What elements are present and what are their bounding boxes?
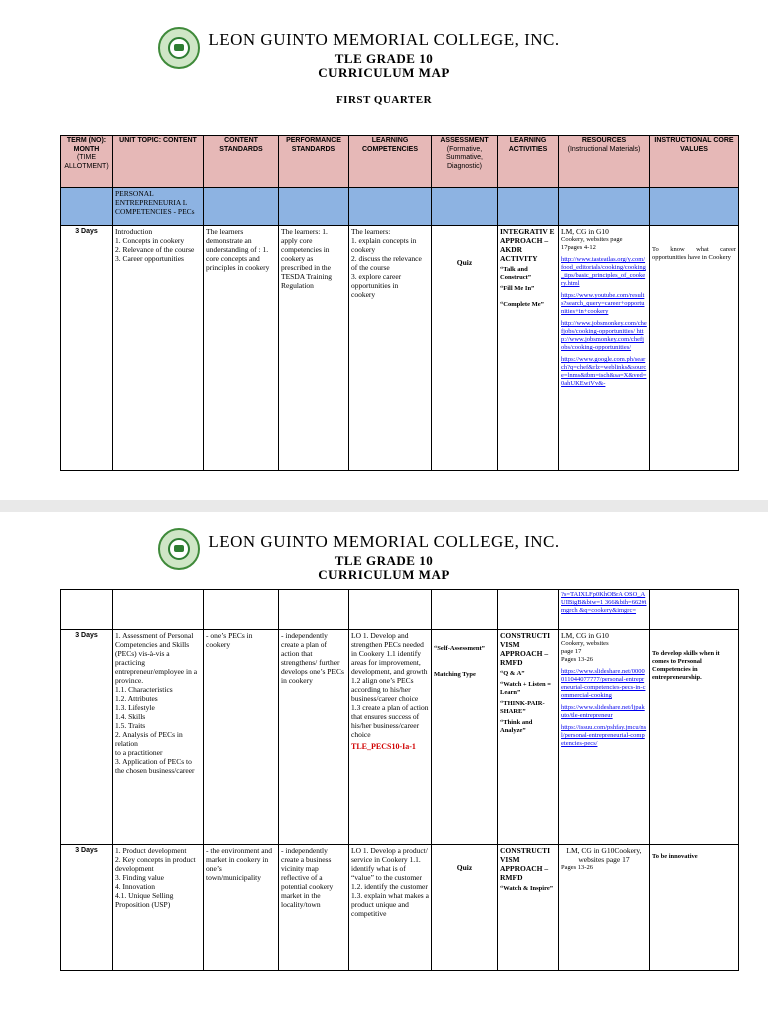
- section-title: PERSONAL ENTREPRENEURIA L COMPETENCIES - PECs: [113, 188, 204, 226]
- quarter-title: FIRST QUARTER: [335, 94, 433, 106]
- row2-unit: 1. Assessment of Personal Competencies and Skills (PECs) vis-à-vis a practicing entrepreneur/employee in a province. 1.1. Characteristics 1.2. Attributes 1.3. Lifestyle 1.4. Skills 1.5. Traits 2. Analysis of PECs in relation to a practitioner 3. Application of PECs to the chosen business/career: [113, 630, 204, 845]
- curriculum-table-1: [60, 135, 739, 471]
- row1-resources: LM, CG in G10 Cookery, websites page 17pages 4-12 http://www.tasteatlas.org/y.com/food_editorials/cooking/cooking_tips/basic_principles_of_cookery.html https://www.youtube.com/results?search_query=career+opportunities+in+cookery http://www.jobsmonkey.com/chefjobs/cooking-opportunities/ http://www.jobsmonkey.com/chefjobs/cooking-opportunities/ https://www.google.com.ph/search?q=chef&rlz=weblinks&source=lnms&tbm=isch&sa=X&ved=0ahUKEwiVv&-: [559, 226, 650, 471]
- row1-assessment: Quiz: [432, 226, 498, 471]
- row1-content-standard: The learners demonstrate an understanding of : 1. core concepts and principles in cookery: [204, 226, 279, 471]
- resource-link[interactable]: ?s=TAIXLFp0KhOBrA OSO_AUIBigB&biw=1 366&bih=662#imgrch &q=cookery&imgrc=: [561, 591, 647, 614]
- resource-link[interactable]: https://www.slideshare.net/0000011044077777/personal-entrepreneurial-competencies-pecs-in-commercial-cooking: [561, 668, 646, 699]
- page-separator: [0, 500, 768, 512]
- row2-competencies: LO 1. Develop and strengthen PECs needed in Cookery 1.1 identify areas for improvement, development, and growth 1.2 align one’s PECs according to his/her business/career choice 1.3 create a plan of action that ensures success of his/her business/career choice TLE_PECS10-Ia-1: [349, 630, 432, 845]
- col-resources: RESOURCES (Instructional Materials): [559, 136, 650, 188]
- row3-core-values: To be innovative: [650, 845, 739, 971]
- continued-link-cell: [559, 590, 650, 630]
- row3-resources: LM, CG in G10Cookery, websites page 17 Pages 13-26: [559, 845, 650, 971]
- col-core-values: INSTRUCTIONAL CORE VALUES: [650, 136, 739, 188]
- row1-activities: INTEGRATIV E APPROACH – AKDR ACTIVITY “Talk and Construct” “Fill Me In” “Complete Me”: [498, 226, 559, 471]
- row3-content-standard: - the environment and market in cookery in one’s town/municipality: [204, 845, 279, 971]
- col-term: TERM (NO): MONTH (TIME ALLOTMENT): [61, 136, 113, 188]
- row2-term: 3 Days: [61, 630, 113, 845]
- college-name: LEON GUINTO MEMORIAL COLLEGE, INC.: [208, 30, 560, 49]
- resource-link[interactable]: http://www.jobsmonkey.com/chefjobs/cooking-opportunities/ http://www.jobsmonkey.com/chefjobs/cooking-opportunities/: [561, 320, 647, 351]
- row2-activities: CONSTRUCTI VISM APPROACH – RMFD “Q & A” “Watch + Listen = Learn” “THINK-PAIR-SHARE” “Think and Analyze”: [498, 630, 559, 845]
- resource-link[interactable]: https://www.google.com.ph/search?q=chef&rlz=weblinks&source=lnms&tbm=isch&sa=X&ved=0ahUKEwiVv&-: [561, 356, 647, 387]
- row3-performance-standard: - independently create a business vicinity map reflective of a potential cookery market in the locality/town: [279, 845, 349, 971]
- curriculum-table-2: [60, 589, 739, 971]
- document-page-2: [0, 512, 768, 1024]
- document-page-1: [0, 0, 768, 500]
- row1-competencies: The learners: 1. explain concepts in cookery 2. discuss the relevance of the course 3. explore career opportunities in cookery: [349, 226, 432, 471]
- resource-link[interactable]: https://issuu.com/pshfay.jmcu/nsl/personal-entrepreneurial-competencies-pecs/: [561, 724, 647, 747]
- row2-assessment: “Self-Assessment” Matching Type: [432, 630, 498, 845]
- col-learning-activities: LEARNING ACTIVITIES: [498, 136, 559, 188]
- col-content-standards: CONTENT STANDARDS: [204, 136, 279, 188]
- row1-unit: Introduction 1. Concepts in cookery 2. Relevance of the course 3. Career opportunities: [113, 226, 204, 471]
- row2-performance-standard: - independently create a plan of action that strengthens/ further develops one’s PECs in cookery: [279, 630, 349, 845]
- college-name: LEON GUINTO MEMORIAL COLLEGE, INC.: [208, 532, 560, 551]
- row3-assessment: Quiz: [432, 845, 498, 971]
- resource-link[interactable]: https://www.youtube.com/results?search_query=career+opportunities+in+cookery: [561, 292, 645, 315]
- curriculum-map-title: CURRICULUM MAP: [318, 65, 450, 80]
- row1-core-values: To know what career opportunities have in Cookery: [650, 226, 739, 471]
- row3-competencies: LO 1. Develop a product/ service in Cookery 1.1. identify what is of “value” to the customer 1.2. identify the customer 1.3. explain what makes a product unique and competitive: [349, 845, 432, 971]
- grade-title: TLE GRADE 10: [334, 553, 434, 568]
- row2-content-standard: - one’s PECs in cookery: [204, 630, 279, 845]
- col-performance-standards: PERFORMANCE STANDARDS: [279, 136, 349, 188]
- grade-title: TLE GRADE 10: [334, 51, 434, 66]
- resource-link[interactable]: http://www.tasteatlas.org/y.com/food_editorials/cooking/cooking_tips/basic_principles_of_cookery.html: [561, 256, 646, 287]
- row2-resources: LM, CG in G10 Cookery, websites page 17 Pages 13-26 https://www.slideshare.net/0000011044077777/personal-entrepreneurial-competencies-pecs-in-commercial-cooking https://www.slideshare.net/ljpakuto/tle-entrepreneur https://issuu.com/pshfay.jmcu/nsl/personal-entrepreneurial-competencies-pecs/: [559, 630, 650, 845]
- curriculum-map-title: CURRICULUM MAP: [318, 567, 450, 582]
- col-learning-competencies: LEARNING COMPETENCIES: [349, 136, 432, 188]
- row3-activities: CONSTRUCTI VISM APPROACH – RMFD “Watch & Inspire”: [498, 845, 559, 971]
- col-assessment: ASSESSMENT (Formative, Summative, Diagnostic): [432, 136, 498, 188]
- row3-term: 3 Days: [61, 845, 113, 971]
- resource-link[interactable]: https://www.slideshare.net/ljpakuto/tle-entrepreneur: [561, 704, 645, 719]
- col-unit: UNIT TOPIC: CONTENT: [113, 136, 204, 188]
- competency-code: TLE_PECS10-Ia-1: [351, 742, 416, 751]
- row1-term: 3 Days: [61, 226, 113, 471]
- row1-performance-standard: The learners: 1. apply core competencies in cookery as prescribed in the TESDA Training Regulation: [279, 226, 349, 471]
- row3-unit: 1. Product development 2. Key concepts in product development 3. Finding value 4. Innovation 4.1. Unique Selling Proposition (USP): [113, 845, 204, 971]
- row2-core-values: To develop skills when it comes to Personal Competencies in entrepreneurship.: [650, 630, 739, 845]
